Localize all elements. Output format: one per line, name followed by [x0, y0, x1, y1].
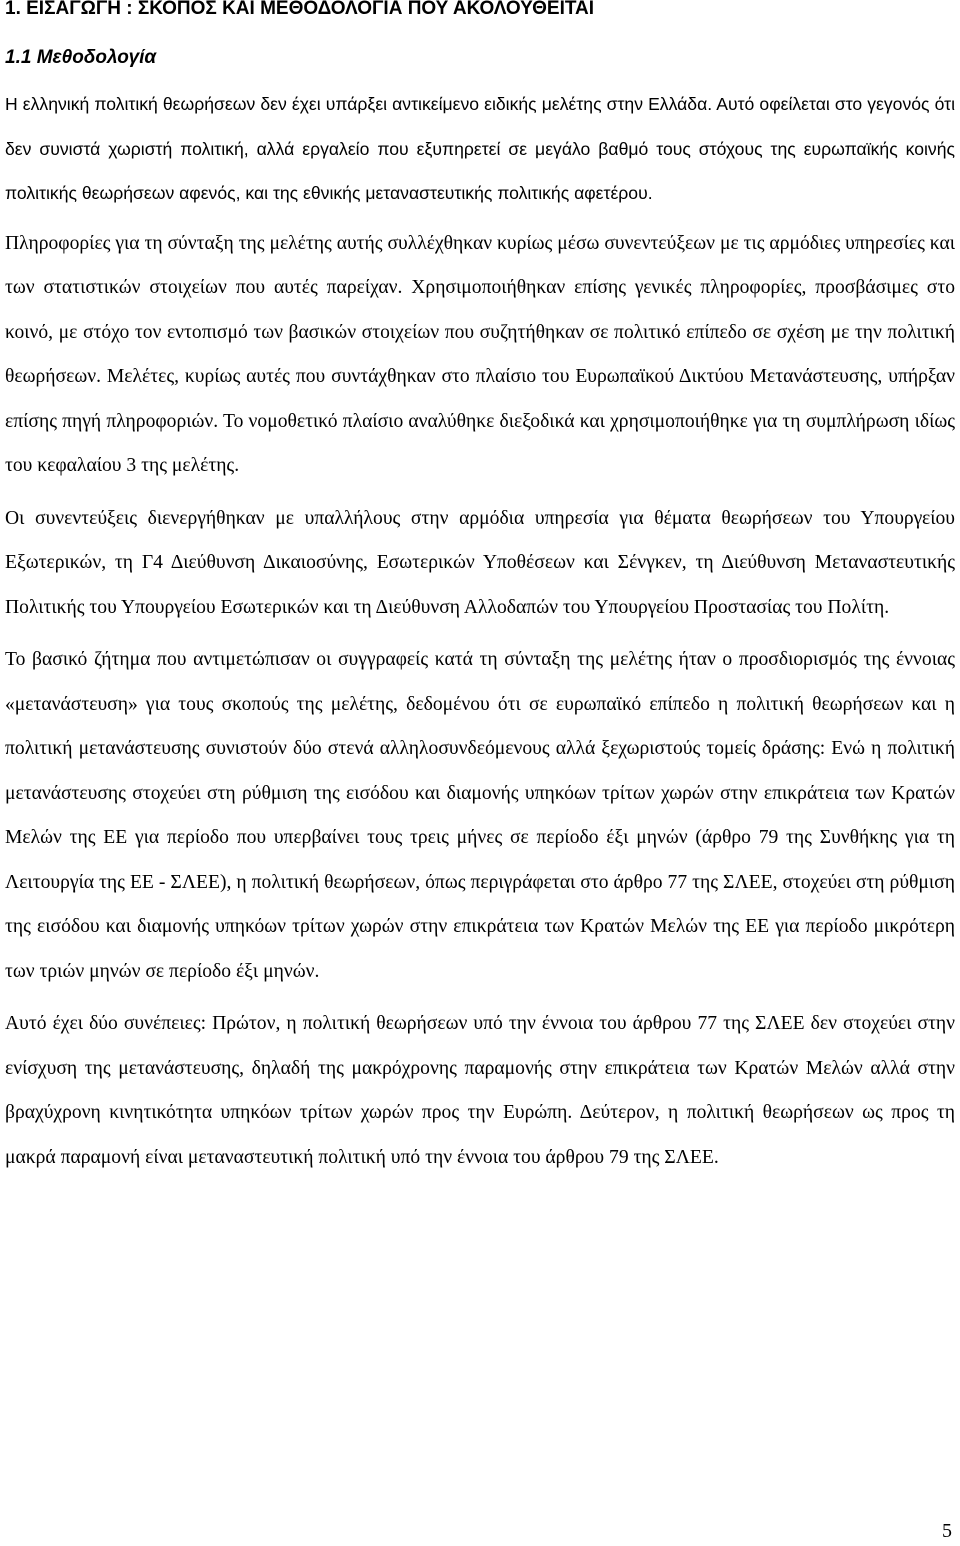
- document-page: [5, 0, 955, 1180]
- page-number: 5: [942, 1520, 952, 1542]
- section-title: 1.1 Μεθοδολογία: [5, 47, 157, 68]
- chapter-title: 1. ΕΙΣΑΓΩΓΗ : ΣΚΟΠΟΣ ΚΑΙ ΜΕΘΟΔΟΛΟΓΙΑ ΠΟΥ ΑΚΟΛΟΥΘΕΙΤΑΙ: [5, 0, 595, 19]
- paragraph-sources: Πληροφορίες για τη σύνταξη της μελέτης αυτής συλλέχθηκαν κυρίως μέσω συνεντεύξεων με τις αρμόδιες υπηρεσίες και των στατιστικών στοιχείων που αυτές παρείχαν. Χρησιμοποιήθηκαν επίσης γενικές πληροφορίες, προσβάσιμες στο κοινό, με στόχο τον εντοπισμό των βασικών στοιχείων που συζητήθηκαν σε πολιτικό επίπεδο σε σχέση με την πολιτική θεωρήσεων. Μελέτες, κυρίως αυτές που συντάχθηκαν στο πλαίσιο του Ευρωπαϊκού Δικτύου Μετανάστευσης, υπήρξαν επίσης πηγή πληροφοριών. Το νομοθετικό πλαίσιο αναλύθηκε διεξοδικά και χρησιμοποιήθηκε για τη συμπλήρωση ιδίως του κεφαλαίου 3 της μελέτης.: [5, 232, 955, 476]
- paragraph-consequences: Αυτό έχει δύο συνέπειες: Πρώτον, η πολιτική θεωρήσεων υπό την έννοια του άρθρου 77 της ΣΛΕΕ δεν στοχεύει στην ενίσχυση της μετανάστευσης, δηλαδή της μακρόχρονης παραμονής στην επικράτεια των Κρατών Μελών αλλά στην βραχύχρονη κινητικότητα υπηκόων τρίτων χωρών προς την Ευρώπη. Δεύτερον, η πολιτική θεωρήσεων ως προς τη μακρά παραμονή είναι μεταναστευτική πολιτική υπό την έννοια του άρθρου 79 της ΣΛΕΕ.: [5, 1013, 955, 1168]
- paragraph-main-issue: Το βασικό ζήτημα που αντιμετώπισαν οι συγγραφείς κατά τη σύνταξη της μελέτης ήταν ο προσδιορισμός της έννοιας «μετανάστευση» για τους σκοπούς της μελέτης, δεδομένου ότι σε ευρωπαϊκό επίπεδο η πολιτική θεωρήσεων και η πολιτική μετανάστευσης συνιστούν δύο στενά αλληλοσυνδεόμενους αλλά ξεχωριστούς τομείς δράσης: Ενώ η πολιτική μετανάστευσης στοχεύει στη ρύθμιση της εισόδου και διαμονής υπηκόων τρίτων χωρών στην επικράτεια των Κρατών Μελών της ΕΕ για περίοδο που υπερβαίνει τους τρεις μήνες σε περίοδο έξι μηνών (άρθρο 79 της Συνθήκης για τη Λειτουργία της ΕΕ - ΣΛΕΕ), η πολιτική θεωρήσεων, όπως περιγράφεται στο άρθρο 77 της ΣΛΕΕ, στοχεύει στη ρύθμιση της εισόδου και διαμονής υπηκόων τρίτων χωρών στην επικράτεια των Κρατών Μελών της ΕΕ για περίοδο μικρότερη των τριών μηνών σε περίοδο έξι μηνών.: [5, 649, 955, 982]
- paragraph-interviews: Οι συνεντεύξεις διενεργήθηκαν με υπαλλήλους στην αρμόδια υπηρεσία για θέματα θεωρήσεων του Υπουργείου Εξωτερικών, τη Γ4 Διεύθυνση Δικαιοσύνης, Εσωτερικών Υποθέσεων και Σένγκεν, τη Διεύθυνση Μεταναστευτικής Πολιτικής του Υπουργείου Εσωτερικών και τη Διεύθυνση Αλλοδαπών του Υπουργείου Προστασίας του Πολίτη.: [5, 507, 955, 618]
- paragraph-intro: Η ελληνική πολιτική θεωρήσεων δεν έχει υπάρξει αντικείμενο ειδικής μελέτης στην Ελλάδα. Αυτό οφείλεται στο γεγονός ότι δεν συνιστά χωριστή πολιτική, αλλά εργαλείο που εξυπηρετεί σε μεγάλο βαθμό τους στόχους της ευρωπαϊκής κοινής πολιτικής θεωρήσεων αφενός, και της εθνικής μεταναστευτικής πολιτικής αφετέρου.: [5, 94, 955, 203]
